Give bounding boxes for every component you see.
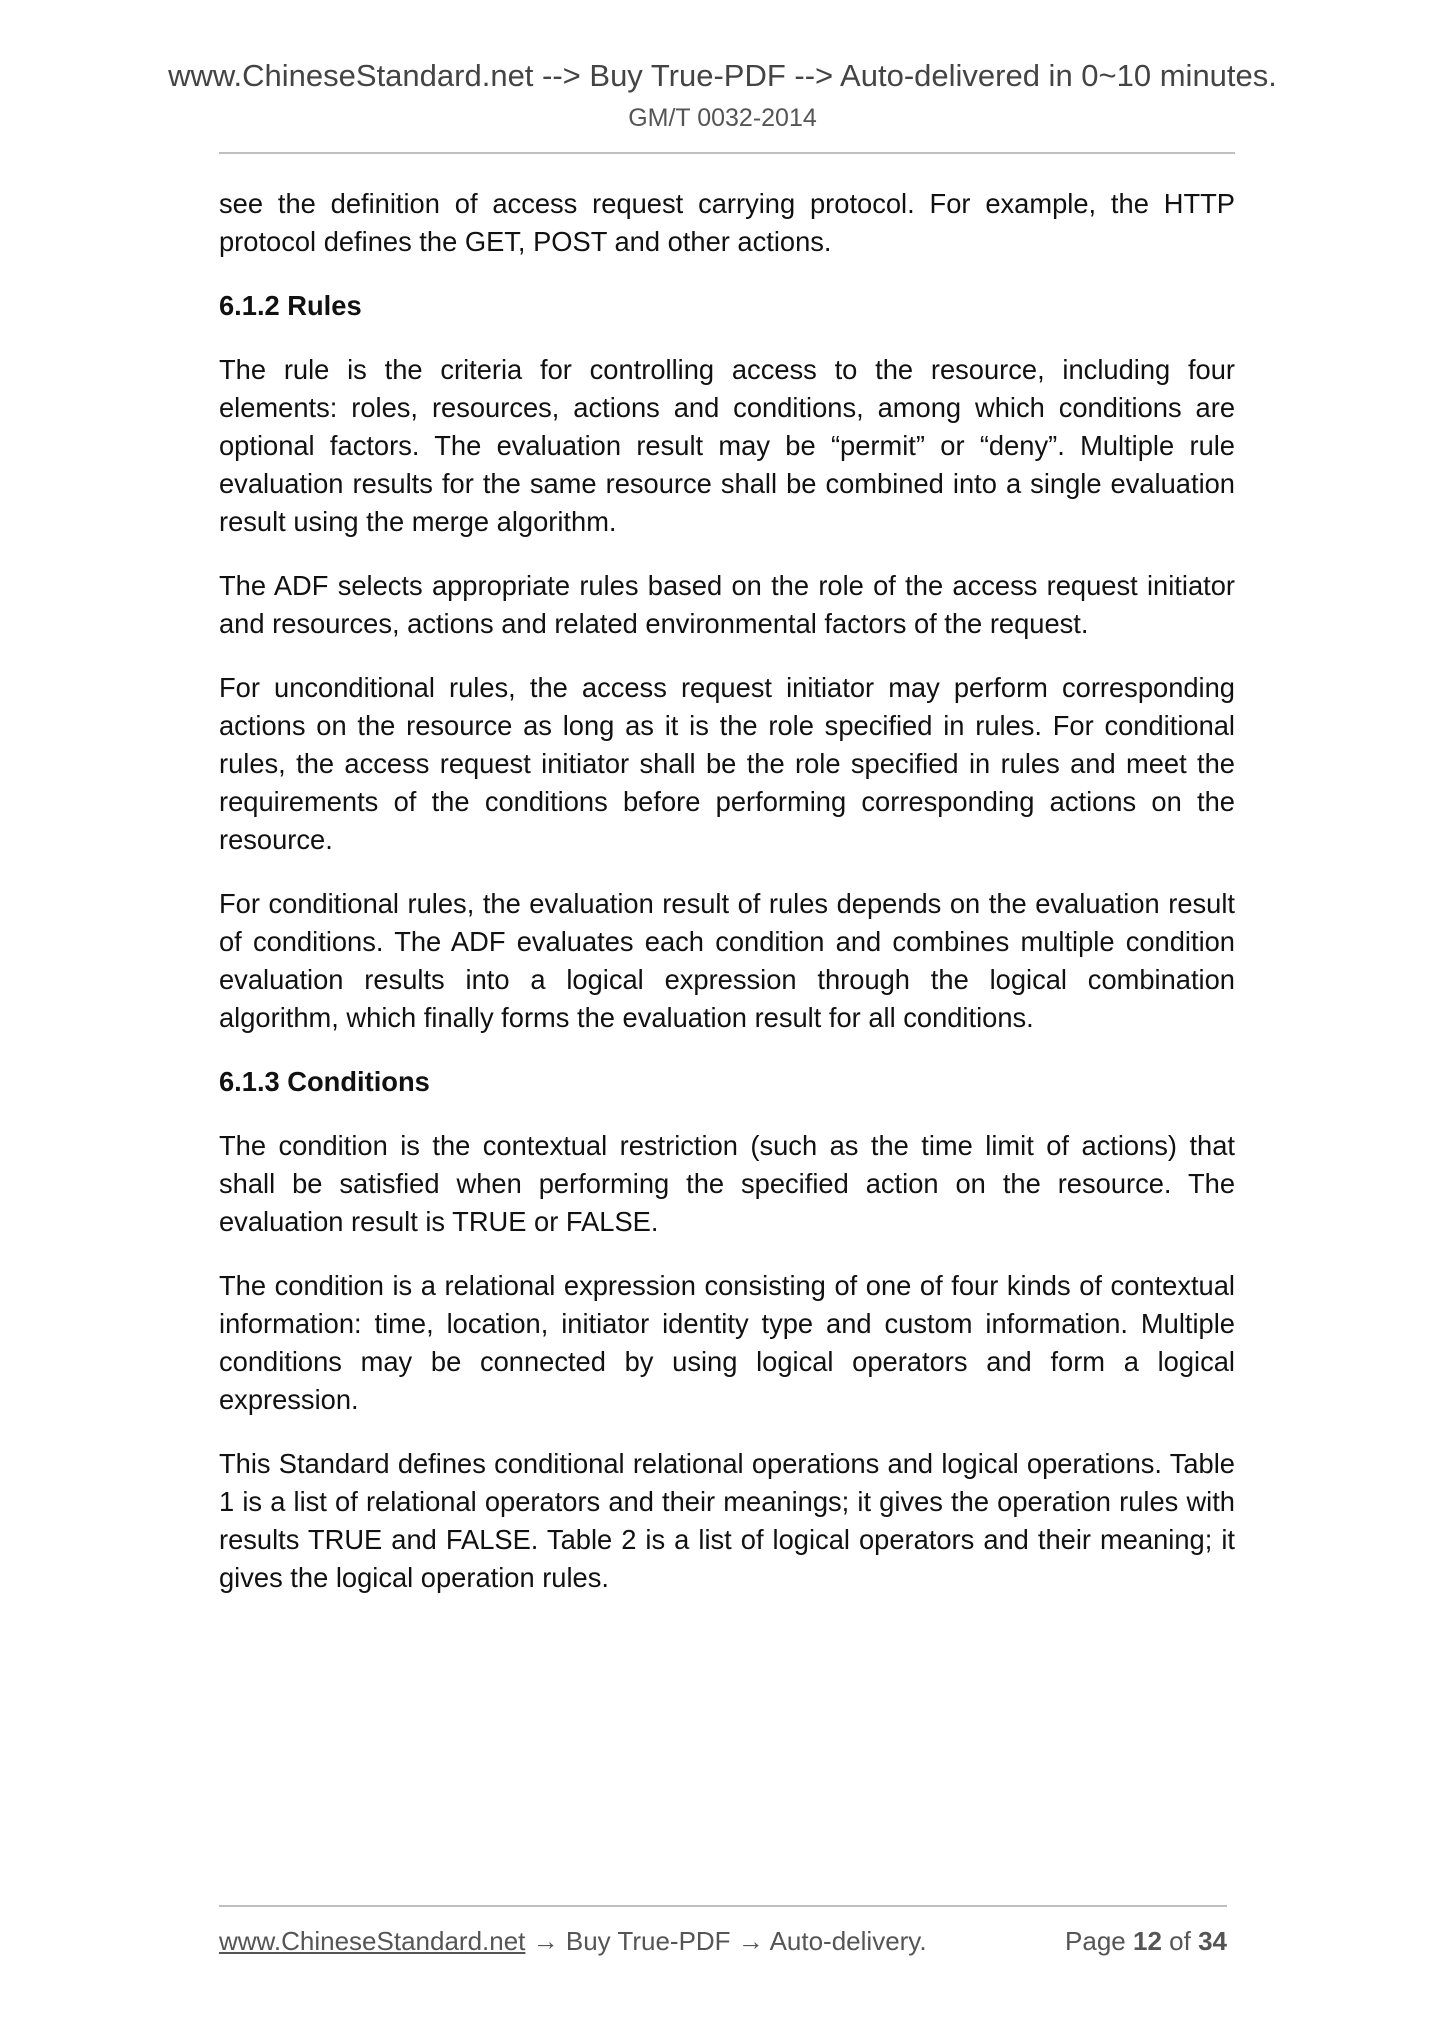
footer-site-link[interactable]: www.ChineseStandard.net	[219, 1926, 526, 1956]
paragraph-condition-expression: The condition is a relational expression consisting of one of four kinds of contextual information: time, location, initiator identity type and custom information. Multiple conditions may be connected by using logical operators and form a logical expression.	[219, 1270, 1235, 1415]
paragraph-rules-definition: The rule is the criteria for controlling access to the resource, including four elements: roles, resources, actions and conditions, among which conditions are optional factors. The evaluation result may be “permit” or “deny”. Multiple rule evaluation results for the same resource shall be combined into a single evaluation result using the merge algorithm.	[219, 354, 1235, 537]
footer-tagline: → Buy True-PDF → Auto-delivery.	[525, 1926, 927, 1956]
total-pages: 34	[1198, 1926, 1227, 1956]
section-heading-conditions: 6.1.3 Conditions	[219, 1066, 430, 1097]
page-footer	[219, 1926, 1227, 1962]
paragraph-adf-selection: The ADF selects appropriate rules based on the role of the access request initiator and resources, actions and related environmental factors of the request.	[219, 570, 1235, 639]
paragraph-continuation: see the definition of access request carrying protocol. For example, the HTTP protocol defines the GET, POST and other actions.	[219, 188, 1235, 257]
page-word: Page	[1065, 1926, 1126, 1956]
paragraph-operations: This Standard defines conditional relational operations and logical operations. Table 1 is a list of relational operators and their meanings; it gives the operation rules with results TRUE and FALSE. Table 2 is a list of logical operators and their meaning; it gives the logical operation rules.	[219, 1448, 1235, 1593]
page-indicator	[1065, 1926, 1227, 1957]
of-word: of	[1169, 1926, 1191, 1956]
section-heading-rules: 6.1.2 Rules	[219, 290, 362, 321]
paragraph-condition-definition: The condition is the contextual restriction (such as the time limit of actions) that shall be satisfied when performing the specified action on the resource. The evaluation result is TRUE or FALSE.	[219, 1130, 1235, 1237]
header-banner: www.ChineseStandard.net --> Buy True-PDF --> Auto-delivered in 0~10 minutes.	[168, 58, 1277, 93]
page-content	[219, 185, 1235, 1623]
header-divider	[219, 152, 1235, 154]
paragraph-conditional-rules: For conditional rules, the evaluation result of rules depends on the evaluation result of conditions. The ADF evaluates each condition and combines multiple condition evaluation results into a logical expression through the logical combination algorithm, which finally forms the evaluation result for all conditions.	[219, 888, 1235, 1033]
standard-code: GM/T 0032-2014	[628, 104, 817, 132]
footer-divider	[219, 1905, 1227, 1907]
paragraph-unconditional-rules: For unconditional rules, the access request initiator may perform corresponding actions on the resource as long as it is the role specified in rules. For conditional rules, the access request initiator shall be the role specified in rules and meet the requirements of the conditions before performing corresponding actions on the resource.	[219, 672, 1235, 855]
footer-left	[219, 1926, 927, 1957]
page-number: 12	[1133, 1926, 1162, 1956]
